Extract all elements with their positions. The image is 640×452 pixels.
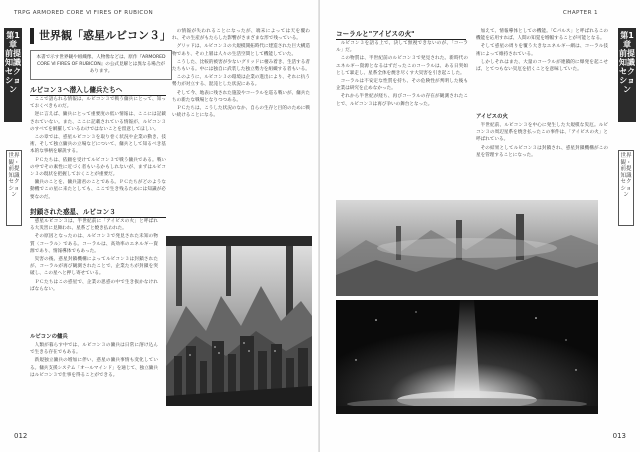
paragraph: 傭兵のことを、傭兵諸君のことである。ＰＣたちがどのような動機でこの星に来たとしても、ここで生き残るためには知識が必要なのだ。: [30, 180, 166, 200]
misty-terrain-illustration: [336, 200, 598, 296]
subsection-heading: アイビスの火: [476, 114, 508, 120]
body-column-2: [476, 28, 608, 108]
subsection-heading: ルビコンの傭兵: [30, 334, 68, 340]
ibis-fire-art: [336, 300, 598, 414]
paragraph: そして惑星の周りを覆う大きなエネルギー網は、コーラル技術によって維持されている。: [476, 44, 608, 57]
chapter-thumb-tab: 第1章 前提知識セクション: [4, 28, 22, 122]
page-title: 世界観「惑星ルビコン３」: [30, 28, 179, 44]
misty-terrain-art: [336, 200, 598, 296]
section-heading: 封鎖された惑星、ルビコン３: [30, 206, 166, 218]
paragraph: 災害の後、惑星封鎖機構によってルビコン３は封鎖されたが、コーラルが再び観測されたことで、企業たちが封鎖を突破し、この星へと押し寄せている。: [30, 257, 158, 277]
body-column: [30, 96, 166, 200]
section-heading: コーラルと"アイビスの火": [336, 28, 466, 40]
page-number: 012: [14, 432, 28, 440]
body-column: [336, 40, 468, 190]
section-thumb-tab: 世界観・前提知識セクション: [6, 150, 22, 226]
paragraph: グリッドは、ルビコン３の大規模開拓時代に建造された巨大構造物であり、その上層は人々の生活空間として機能していた。: [172, 44, 310, 57]
paragraph: その原因となったのは、ルビコン３で発見された未知の物質〈コーラル〉である。コーラルは、高効率のエネルギー資源であり、情報導体でもあった。: [30, 234, 158, 254]
paragraph: 新規独立傭兵の増加に伴い、惑星の傭兵事情も変化している。傭兵支援システム「オールマインド」を通じて、独立傭兵はルビコン３で仕事を得ることができる。: [30, 358, 158, 378]
paragraph: 逆に言えば、傭兵にとって重要度の低い情報は、ここには記載されていない。また、ここに記載されている情報が、ルビコン３のすべてを網羅しているわけではないことを留意してほしい。: [30, 112, 166, 132]
paragraph: ルビコン３を語る上で、決して無視できないのが、「コーラル」だ。: [336, 41, 468, 54]
chapter-thumb-tab: 第1章 前提知識セクション: [618, 28, 636, 122]
body-column: [30, 218, 158, 324]
ibis-fire-illustration: [336, 300, 598, 414]
paragraph: その結果としてルビコン３は封鎖され、惑星封鎖機構がこの星を管理することになった。: [476, 145, 608, 158]
paragraph: そして今、地表に残された施設やコーラルを巡る戦いが、傭兵たちの新たな戦場となりつつある。: [172, 90, 310, 103]
paragraph: コーラルは不安定な性質を持ち、その危険性が判明した後も企業は研究を止めなかった。: [336, 79, 468, 92]
city-illustration-art: [166, 236, 312, 406]
paragraph: この物質は、半世紀前のルビコン３で発見された。新時代のエネルギー資源となるはずだったこのコーラルは、ある日突如として暴走し、星系全体を焼き尽くす大災害を引き起こした。: [336, 56, 468, 76]
intro-box: 本書で示す世界観や組織像、人物像などは、原作『ARMORED CORE Ⅵ FIRES OF RUBICON』の公式見解とは異なる場合があります。: [30, 50, 172, 80]
paragraph: ＰＣたちは、依頼を受けてルビコン３で戦う傭兵である。戦いの中でその素性に近づく者もいるかもしれないが、まずはルビコン３の現状を把握しておくことが重要だ。: [30, 157, 166, 178]
city-illustration: [166, 236, 312, 406]
section-thumb-tab: 世界観・前提知識セクション: [618, 150, 634, 226]
paragraph: の情報が失われることになったが、端末によっては天を覆われ、その生産がもたらした影響がさまざまな形で残っている。: [172, 29, 310, 42]
paragraph: 半世紀前、ルビコン３を中心に発生した大規模な災厄。ルビコン３の周辺星系を焼き払ったこの事件は、「アイビスの火」と呼ばれている。: [476, 123, 608, 143]
paragraph: しかしそれはまた、大量のコーラルが連鎖的に爆発を起こせば、とてつもない災厄を招くことを意味していた。: [476, 59, 608, 73]
body-column-2: [476, 122, 608, 196]
paragraph: ＰＣたちはこの惑星で、企業の思惑の中で生き抜かなければならない。: [30, 279, 158, 292]
section-heading: ルビコン３へ潜入し傭兵たちへ: [30, 84, 166, 96]
running-head: TRPG ARMORED CORE Ⅵ FIRES OF RUBICON: [14, 10, 154, 16]
paragraph: ＰＣたちは、こうした状況のなか、自らの生存と目的のために戦い続けることになる。: [172, 106, 310, 119]
paragraph: 惑星ルビコン３は、半世紀前に「アイビスの火」と呼ばれる大災害に見舞われ、星系ごと焼き払われた。: [30, 219, 158, 232]
body-column-2: [172, 28, 310, 228]
paragraph: ここで語られる情報は、ルビコン３で戦う傭兵にとって、知っておくべきものだ。: [30, 97, 166, 110]
paragraph: それから半世紀が経ち、再びコーラルの存在が観測されたことで、ルビコン３は再び争いの舞台となった。: [336, 94, 468, 107]
body-column: [30, 342, 158, 426]
paragraph: この章では、惑星ルビコン３を取り巻く状況や企業の動き、技術、そして独立傭兵の立場などについて、傭兵として知るべき基本的な事柄を解説する。: [30, 135, 166, 155]
paragraph: 加えて、情報導体としての機能。「Cパルス」と呼ばれるこの機能を応用すれば、人間の知覚を増幅することが可能となる。: [476, 29, 608, 42]
paragraph: このように、ルビコン３の環境は企業の進出により、それに抗う勢力が対立する、混沌とした状況にある。: [172, 75, 310, 88]
running-head: CHAPTER 1: [562, 10, 598, 16]
paragraph: 人類が暮らす中では、ルビコン３の傭兵は日常に溶け込んで生きる存在でもある。: [30, 343, 158, 356]
paragraph: こうした、比較的被害が少ないグリッドに棲み着き、生活する者たちもいる。中には独自に武装した独立勢力を組織する者もいる。: [172, 59, 310, 73]
page-number: 013: [612, 432, 626, 440]
